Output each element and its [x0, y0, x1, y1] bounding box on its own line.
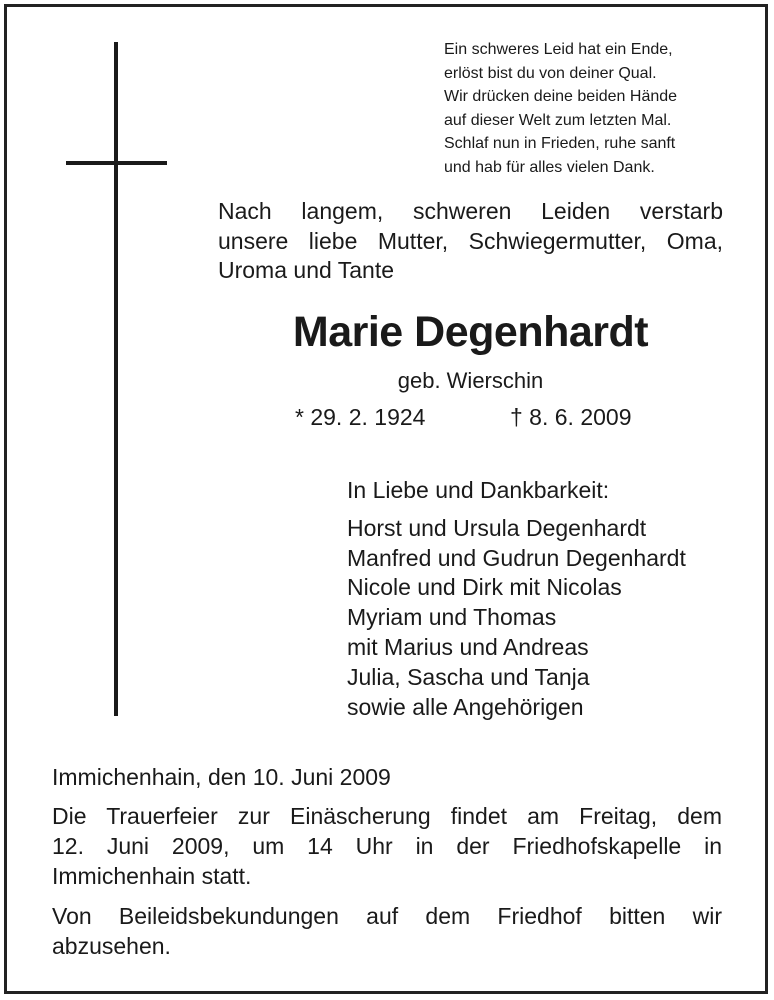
funeral-notice [52, 801, 722, 961]
mourner-entry: mit Marius und Andreas [347, 633, 589, 660]
mourners-list [347, 476, 686, 722]
birth-date: * 29. 2. 1924 [295, 404, 426, 430]
cross-icon-horizontal-bar [66, 161, 167, 165]
funeral-notice-line: 12. Juni 2009, um 14 Uhr in der Friedhofskapelle in [52, 833, 722, 859]
funeral-notice-line: Die Trauerfeier zur Einäscherung findet am Freitag, dem [52, 803, 722, 829]
place-and-date: Immichenhain, den 10. Juni 2009 [52, 764, 391, 790]
death-announcement-intro [218, 197, 723, 286]
mourners-heading: In Liebe und Dankbarkeit: [347, 477, 610, 503]
poem-line: auf dieser Welt zum letzten Mal. [444, 111, 672, 129]
mourner-entry: sowie alle Angehörigen [347, 693, 584, 720]
poem-line: Ein schweres Leid hat ein Ende, [444, 41, 673, 58]
poem-line: erlöst bist du von deiner Qual. [444, 64, 657, 82]
mourner-entry: Horst und Ursula Degenhardt [347, 514, 647, 541]
poem-line: und hab für alles vielen Dank. [444, 158, 655, 176]
mourner-entry: Manfred und Gudrun Degenhardt [347, 544, 686, 571]
poem [444, 38, 677, 179]
funeral-notice-line: Immichenhain statt. [52, 863, 252, 889]
condolence-notice-line: abzusehen. [52, 933, 171, 959]
condolence-notice [52, 901, 722, 961]
intro-line: Uroma und Tante [218, 257, 395, 283]
mourner-entry: Myriam und Thomas [347, 604, 557, 631]
cross-icon-vertical-bar [114, 42, 118, 716]
mourner-entry: Nicole und Dirk mit Nicolas [347, 574, 622, 601]
deceased-name: Marie Degenhardt [292, 308, 649, 356]
condolence-notice-line: Von Beileidsbekundungen auf dem Friedhof bitten wir [52, 903, 722, 929]
poem-line: Schlaf nun in Frieden, ruhe sanft [444, 135, 676, 152]
poem-line: Wir drücken deine beiden Hände [444, 88, 678, 105]
death-date: † 8. 6. 2009 [510, 404, 632, 430]
maiden-name: geb. Wierschin [397, 368, 544, 393]
intro-line: Nach langem, schweren Leiden verstarb [218, 198, 723, 224]
intro-line: unsere liebe Mutter, Schwiegermutter, Oma, [218, 227, 723, 254]
mourner-entry: Julia, Sascha und Tanja [347, 663, 590, 690]
